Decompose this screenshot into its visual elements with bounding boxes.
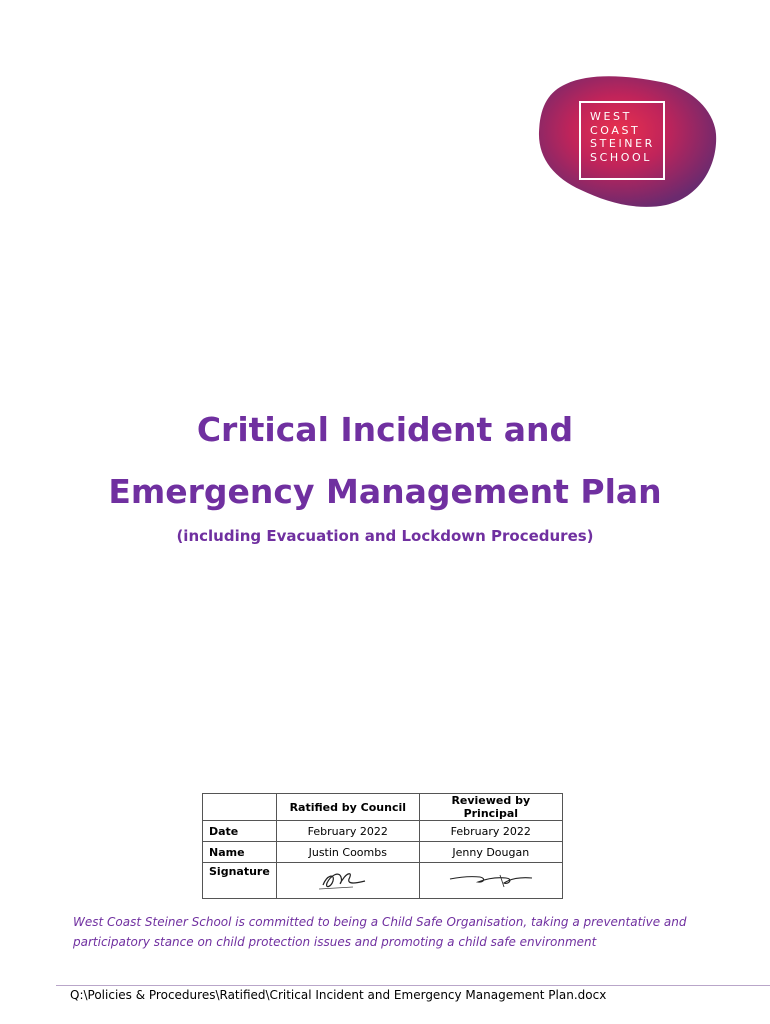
header-ratified-by-council: Ratified by Council: [276, 794, 419, 821]
child-safe-statement: West Coast Steiner School is committed to being a Child Safe Organisation, taking a preventative and participatory stance on child protection issues and promoting a child safe environment: [73, 915, 687, 949]
row-label-date: Date: [203, 821, 277, 842]
document-title-line-2: Emergency Management Plan: [108, 472, 662, 511]
council-signature-cell: [276, 863, 419, 899]
logo-line-coast: COAST: [590, 123, 641, 137]
council-date: February 2022: [276, 821, 419, 842]
logo-wordmark: [579, 101, 665, 180]
principal-signature-cell: [419, 863, 562, 899]
principal-date: February 2022: [419, 821, 562, 842]
council-signature-image: [313, 865, 383, 893]
logo-line-steiner: STEINER: [590, 137, 655, 150]
header-reviewed-by-principal: Reviewed by Principal: [419, 794, 562, 821]
footer-divider: [56, 985, 770, 986]
logo-line-west: WEST: [590, 110, 632, 123]
document-subtitle: (including Evacuation and Lockdown Procedures): [176, 527, 594, 545]
table-row-name: [203, 842, 563, 863]
footer-file-path: Q:\Policies & Procedures\Ratified\Critical Incident and Emergency Management Plan.docx: [70, 988, 607, 1002]
row-label-signature: Signature: [203, 863, 277, 899]
table-row-signature: [203, 863, 563, 899]
principal-name: Jenny Dougan: [419, 842, 562, 863]
header-empty-cell: [203, 794, 277, 821]
document-title-line-1: Critical Incident and: [196, 410, 574, 449]
table-header-row: [203, 794, 563, 821]
table-row-date: [203, 821, 563, 842]
logo-line-school: SCHOOL: [590, 150, 652, 164]
row-label-name: Name: [203, 842, 277, 863]
council-name: Justin Coombs: [276, 842, 419, 863]
school-logo: [536, 72, 718, 210]
approval-table: [202, 793, 563, 899]
principal-signature-image: [446, 867, 536, 891]
